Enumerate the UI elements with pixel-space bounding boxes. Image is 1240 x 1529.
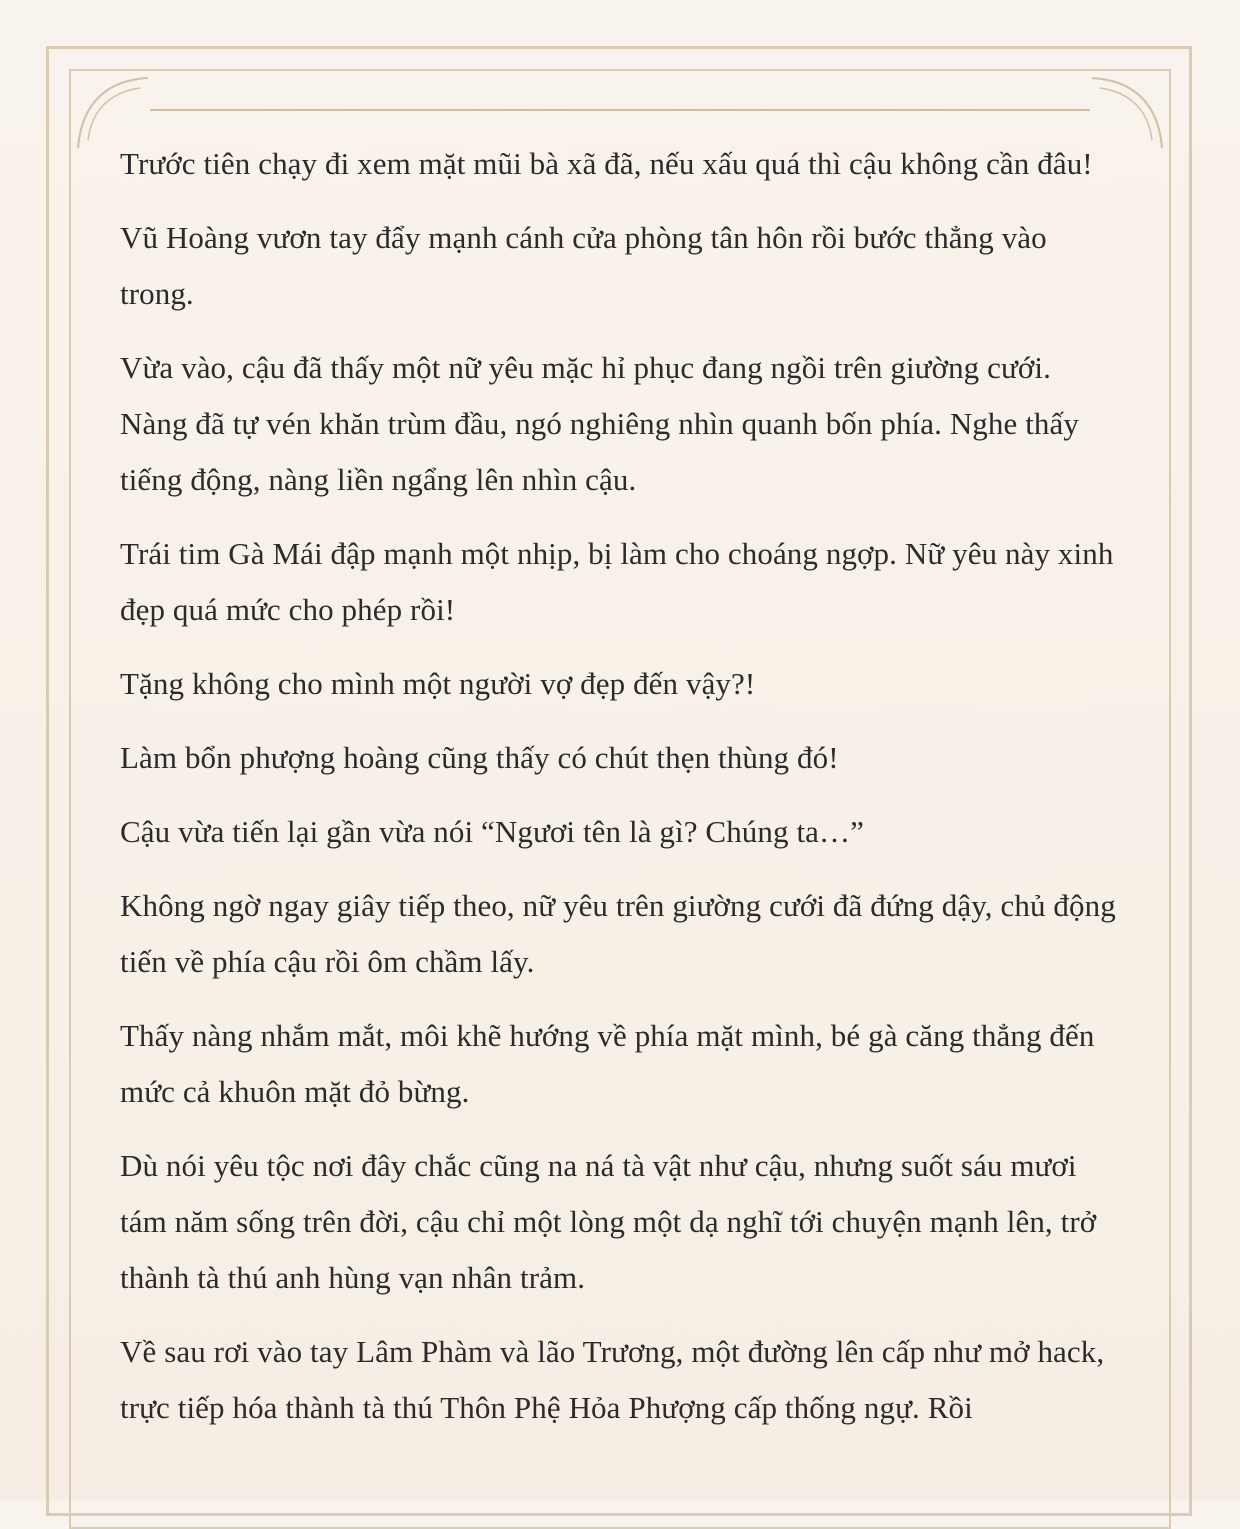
left-corner-flourish-inner [88,88,140,140]
paragraph: Dù nói yêu tộc nơi đây chắc cũng na ná tà vật như cậu, nhưng suốt sáu mươi tám năm sống trên đời, cậu chỉ một lòng một dạ nghĩ tới chuyện mạnh lên, trở thành tà thú anh hùng vạn nhân trảm. [120,1148,1097,1295]
paragraph: Thấy nàng nhắm mắt, môi khẽ hướng về phía mặt mình, bé gà căng thẳng đến mức cả khuôn mặt đỏ bừng. [120,1018,1095,1109]
paragraph: Tặng không cho mình một người vợ đẹp đến vậy?! [120,666,756,701]
chapter-text [120,136,1120,1454]
paragraph: Vừa vào, cậu đã thấy một nữ yêu mặc hỉ phục đang ngồi trên giường cưới. Nàng đã tự vén khăn trùm đầu, ngó nghiêng nhìn quanh bốn phía. Nghe thấy tiếng động, nàng liền ngẩng lên nhìn cậu. [120,350,1079,497]
paragraph: Vũ Hoàng vươn tay đẩy mạnh cánh cửa phòng tân hôn rồi bước thẳng vào trong. [120,220,1047,311]
paragraph: Cậu vừa tiến lại gần vừa nói “Ngươi tên là gì? Chúng ta…” [120,814,864,849]
paragraph: Làm bổn phượng hoàng cũng thấy có chút thẹn thùng đó! [120,740,839,775]
paragraph: Về sau rơi vào tay Lâm Phàm và lão Trương, một đường lên cấp như mở hack, trực tiếp hóa thành tà thú Thôn Phệ Hỏa Phượng cấp thống ngự. Rồi [120,1334,1105,1425]
paragraph: Trái tim Gà Mái đập mạnh một nhịp, bị làm cho choáng ngợp. Nữ yêu này xinh đẹp quá mức cho phép rồi! [120,536,1114,627]
right-corner-flourish-inner [1100,88,1152,140]
paragraph: Trước tiên chạy đi xem mặt mũi bà xã đã, nếu xấu quá thì cậu không cần đâu! [120,146,1093,181]
paragraph: Không ngờ ngay giây tiếp theo, nữ yêu trên giường cưới đã đứng dậy, chủ động tiến về phía cậu rồi ôm chầm lấy. [120,888,1116,979]
